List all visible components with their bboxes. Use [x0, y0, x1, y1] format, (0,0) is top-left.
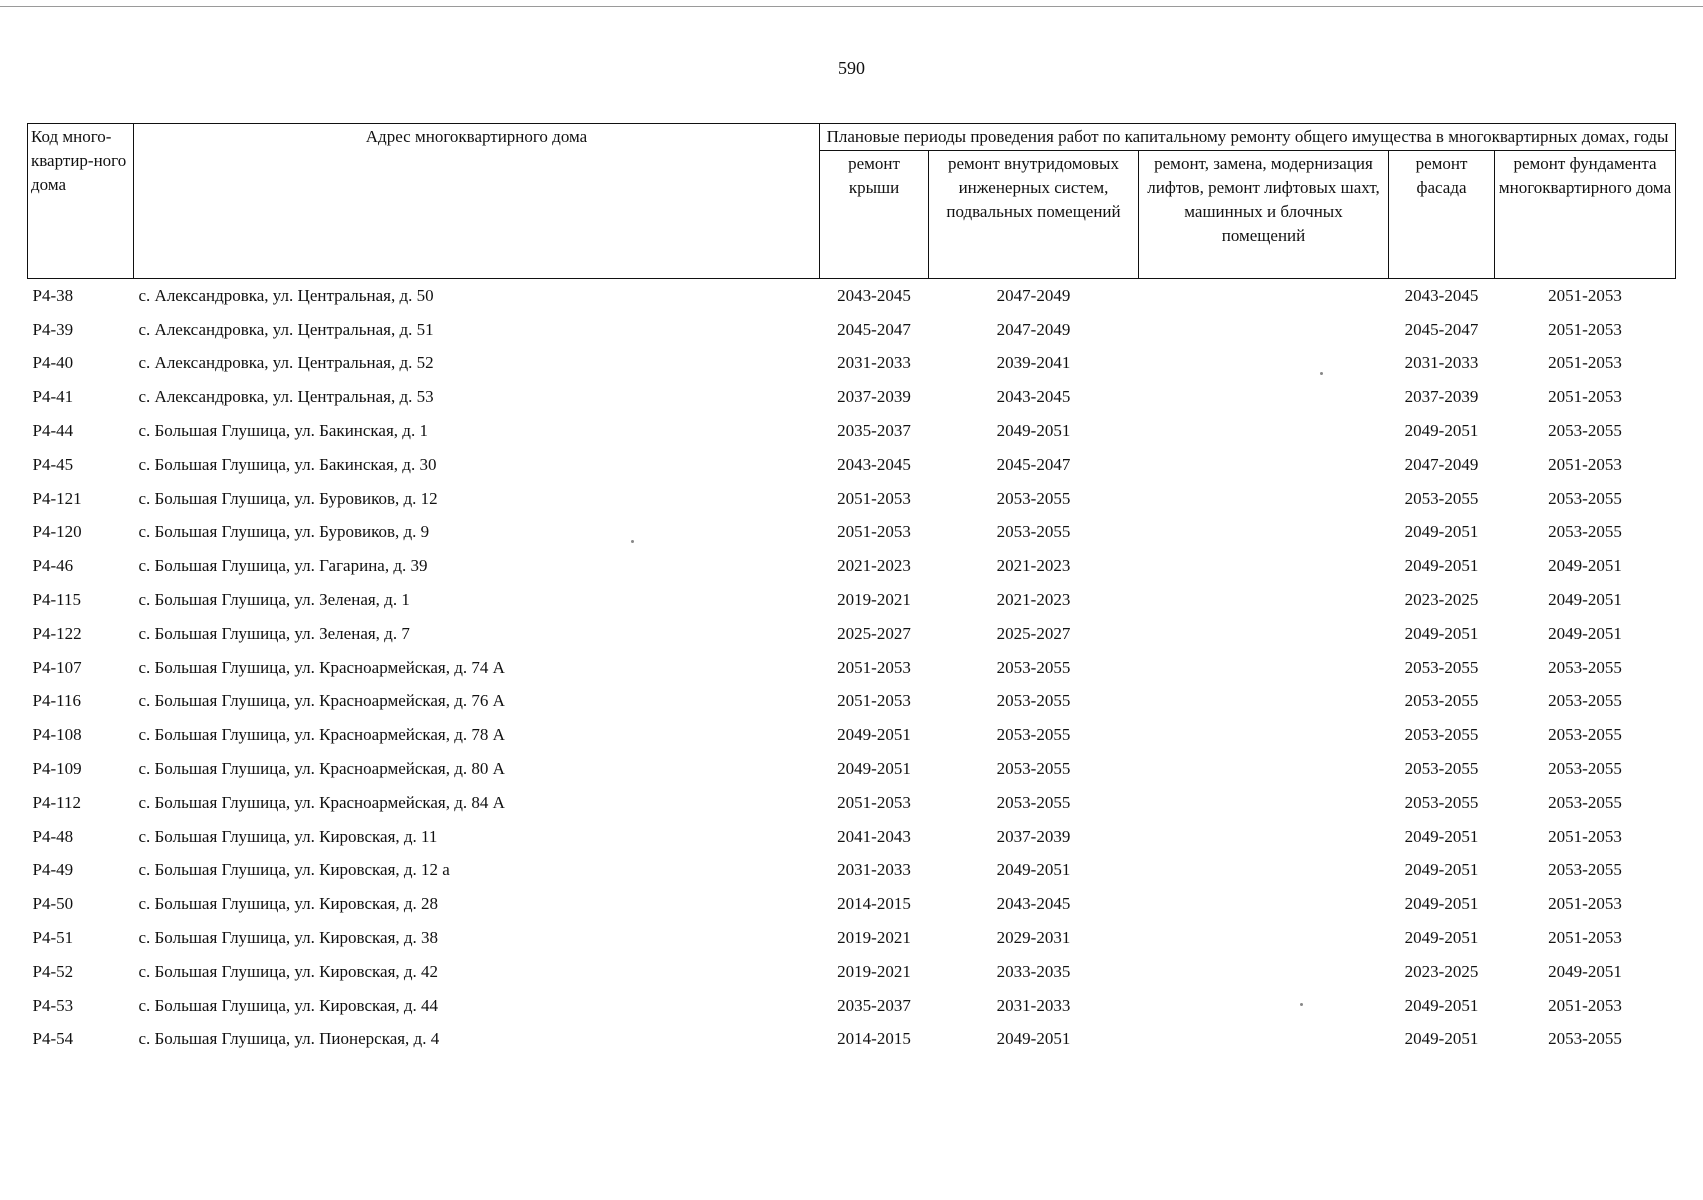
lift-period-cell: [1139, 347, 1389, 381]
address-cell: с. Большая Глушица, ул. Буровиков, д. 9: [138, 522, 430, 542]
address-cell: с. Большая Глушица, ул. Кировская, д. 28: [138, 894, 439, 914]
table-row: [28, 583, 1676, 617]
facade-period-cell: 2053-2055: [1404, 792, 1479, 812]
repair-schedule-table: [27, 123, 1676, 1056]
address-cell: с. Большая Глушица, ул. Красноармейская, д. 74 А: [138, 657, 505, 677]
address-cell: с. Большая Глушица, ул. Гагарина, д. 39: [138, 556, 428, 576]
facade-period-cell: 2049-2051: [1404, 522, 1479, 542]
house-code-cell: Р4-54: [32, 1029, 74, 1049]
foundation-period-cell: 2053-2055: [1548, 657, 1622, 677]
lift-period-cell: [1139, 887, 1389, 921]
facade-period-cell: 2049-2051: [1404, 623, 1479, 643]
roof-period-cell: 2037-2039: [837, 387, 911, 407]
house-code-cell: Р4-122: [32, 623, 82, 643]
lift-period-cell: [1139, 955, 1389, 989]
foundation-period-cell: 2051-2053: [1548, 894, 1622, 914]
engineering-period-cell: 2025-2027: [996, 623, 1071, 643]
header-roof-repair: ремонт крыши: [820, 151, 929, 279]
facade-period-cell: 2049-2051: [1404, 1029, 1479, 1049]
table-row: [28, 482, 1676, 516]
foundation-period-cell: 2053-2055: [1548, 691, 1622, 711]
engineering-period-cell: 2049-2051: [996, 860, 1071, 880]
foundation-period-cell: 2049-2051: [1548, 623, 1622, 643]
header-foundation-repair: ремонт фундамента многоквартирного дома: [1495, 151, 1676, 279]
engineering-period-cell: 2043-2045: [996, 387, 1071, 407]
house-code-cell: Р4-44: [32, 421, 74, 441]
foundation-period-cell: 2051-2053: [1548, 454, 1622, 474]
facade-period-cell: 2053-2055: [1404, 759, 1479, 779]
lift-period-cell: [1139, 516, 1389, 550]
address-cell: с. Александровка, ул. Центральная, д. 52: [138, 353, 434, 373]
scan-speck: [631, 540, 634, 543]
table-row: [28, 414, 1676, 448]
table-row: [28, 617, 1676, 651]
house-code-cell: Р4-112: [32, 792, 81, 812]
engineering-period-cell: 2049-2051: [996, 421, 1071, 441]
roof-period-cell: 2014-2015: [837, 1029, 911, 1049]
engineering-period-cell: 2053-2055: [996, 691, 1071, 711]
table-row: [28, 718, 1676, 752]
house-code-cell: Р4-46: [32, 556, 74, 576]
roof-period-cell: 2025-2027: [837, 623, 911, 643]
table-row: [28, 887, 1676, 921]
roof-period-cell: 2051-2053: [837, 488, 911, 508]
engineering-period-cell: 2047-2049: [996, 285, 1071, 305]
lift-period-cell: [1139, 989, 1389, 1023]
table-row: [28, 380, 1676, 414]
table-row: [28, 752, 1676, 786]
house-code-cell: Р4-52: [32, 961, 74, 981]
table-row: [28, 448, 1676, 482]
facade-period-cell: 2049-2051: [1404, 995, 1479, 1015]
foundation-period-cell: 2051-2053: [1548, 928, 1622, 948]
address-cell: с. Александровка, ул. Центральная, д. 53: [138, 387, 434, 407]
foundation-period-cell: 2049-2051: [1548, 590, 1622, 610]
facade-period-cell: 2045-2047: [1404, 319, 1479, 339]
lift-period-cell: [1139, 448, 1389, 482]
address-cell: с. Александровка, ул. Центральная, д. 51: [138, 319, 434, 339]
lift-period-cell: [1139, 1023, 1389, 1057]
lift-period-cell: [1139, 313, 1389, 347]
engineering-period-cell: 2053-2055: [996, 657, 1071, 677]
facade-period-cell: 2037-2039: [1404, 387, 1479, 407]
facade-period-cell: 2047-2049: [1404, 454, 1479, 474]
house-code-cell: Р4-38: [32, 285, 74, 305]
table-row: [28, 279, 1676, 313]
engineering-period-cell: 2043-2045: [996, 894, 1071, 914]
roof-period-cell: 2043-2045: [837, 454, 911, 474]
house-code-cell: Р4-53: [32, 995, 74, 1015]
house-code-cell: Р4-45: [32, 454, 74, 474]
page-number: 590: [838, 58, 865, 78]
roof-period-cell: 2049-2051: [837, 759, 911, 779]
table-row: [28, 313, 1676, 347]
scan-speck: [1320, 372, 1323, 375]
house-code-cell: Р4-41: [32, 387, 74, 407]
table-row: [28, 820, 1676, 854]
foundation-period-cell: 2049-2051: [1548, 961, 1622, 981]
lift-period-cell: [1139, 651, 1389, 685]
house-code-cell: Р4-115: [32, 590, 81, 610]
foundation-period-cell: 2051-2053: [1548, 826, 1622, 846]
address-cell: с. Большая Глушица, ул. Пионерская, д. 4: [138, 1029, 440, 1049]
engineering-period-cell: 2021-2023: [996, 590, 1071, 610]
lift-period-cell: [1139, 718, 1389, 752]
engineering-period-cell: 2033-2035: [996, 961, 1071, 981]
address-cell: с. Большая Глушица, ул. Кировская, д. 44: [138, 995, 439, 1015]
table-row: [28, 685, 1676, 719]
foundation-period-cell: 2051-2053: [1548, 353, 1622, 373]
header-engineering-repair: ремонт внутридомовых инженерных систем, подвальных помещений: [929, 151, 1139, 279]
lift-period-cell: [1139, 414, 1389, 448]
lift-period-cell: [1139, 820, 1389, 854]
house-code-cell: Р4-120: [32, 522, 82, 542]
foundation-period-cell: 2051-2053: [1548, 995, 1622, 1015]
roof-period-cell: 2031-2033: [837, 860, 911, 880]
address-cell: с. Большая Глушица, ул. Кировская, д. 11: [138, 826, 438, 846]
engineering-period-cell: 2021-2023: [996, 556, 1071, 576]
table-row: [28, 989, 1676, 1023]
table-row: [28, 786, 1676, 820]
lift-period-cell: [1139, 921, 1389, 955]
scan-speck: [1300, 1003, 1303, 1006]
table-header: [28, 124, 1676, 279]
engineering-period-cell: 2045-2047: [996, 454, 1071, 474]
house-code-cell: Р4-116: [32, 691, 81, 711]
facade-period-cell: 2049-2051: [1404, 860, 1479, 880]
facade-period-cell: 2053-2055: [1404, 657, 1479, 677]
foundation-period-cell: 2049-2051: [1548, 556, 1622, 576]
header-house-code: Код много-квартир-ного дома: [28, 124, 134, 279]
engineering-period-cell: 2029-2031: [996, 928, 1071, 948]
foundation-period-cell: 2053-2055: [1548, 488, 1622, 508]
address-cell: с. Большая Глушица, ул. Бакинская, д. 30: [138, 454, 437, 474]
address-cell: с. Большая Глушица, ул. Красноармейская, д. 76 А: [138, 691, 505, 711]
header-planned-periods: Плановые периоды проведения работ по капитальному ремонту общего имущества в многоквартирных домах, годы: [820, 124, 1676, 151]
house-code-cell: Р4-108: [32, 725, 82, 745]
house-code-cell: Р4-48: [32, 826, 74, 846]
roof-period-cell: 2019-2021: [837, 961, 911, 981]
engineering-period-cell: 2053-2055: [996, 488, 1071, 508]
engineering-period-cell: 2047-2049: [996, 319, 1071, 339]
house-code-cell: Р4-107: [32, 657, 82, 677]
roof-period-cell: 2031-2033: [837, 353, 911, 373]
facade-period-cell: 2049-2051: [1404, 928, 1479, 948]
address-cell: с. Большая Глушица, ул. Красноармейская, д. 80 А: [138, 759, 505, 779]
table-row: [28, 854, 1676, 888]
table-row: [28, 955, 1676, 989]
roof-period-cell: 2051-2053: [837, 657, 911, 677]
facade-period-cell: 2023-2025: [1404, 961, 1479, 981]
house-code-cell: Р4-40: [32, 353, 74, 373]
address-cell: с. Большая Глушица, ул. Буровиков, д. 12: [138, 488, 438, 508]
lift-period-cell: [1139, 786, 1389, 820]
facade-period-cell: 2053-2055: [1404, 691, 1479, 711]
roof-period-cell: 2051-2053: [837, 691, 911, 711]
foundation-period-cell: 2053-2055: [1548, 759, 1622, 779]
house-code-cell: Р4-49: [32, 860, 74, 880]
house-code-cell: Р4-39: [32, 319, 74, 339]
address-cell: с. Большая Глушица, ул. Красноармейская, д. 78 А: [138, 725, 505, 745]
foundation-period-cell: 2053-2055: [1548, 522, 1622, 542]
table-row: [28, 651, 1676, 685]
lift-period-cell: [1139, 279, 1389, 313]
lift-period-cell: [1139, 482, 1389, 516]
address-cell: с. Большая Глушица, ул. Кировская, д. 12 а: [138, 860, 450, 880]
header-address: Адрес многоквартирного дома: [134, 124, 820, 279]
house-code-cell: Р4-109: [32, 759, 82, 779]
foundation-period-cell: 2053-2055: [1548, 421, 1622, 441]
address-cell: с. Александровка, ул. Центральная, д. 50: [138, 285, 434, 305]
house-code-cell: Р4-121: [32, 488, 82, 508]
roof-period-cell: 2051-2053: [837, 792, 911, 812]
roof-period-cell: 2019-2021: [837, 928, 911, 948]
roof-period-cell: 2019-2021: [837, 590, 911, 610]
header-lift-repair: ремонт, замена, модернизация лифтов, ремонт лифтовых шахт, машинных и блочных помещений: [1139, 151, 1389, 279]
house-code-cell: Р4-50: [32, 894, 74, 914]
facade-period-cell: 2053-2055: [1404, 725, 1479, 745]
table-row: [28, 921, 1676, 955]
address-cell: с. Большая Глушица, ул. Зеленая, д. 1: [138, 590, 410, 610]
engineering-period-cell: 2037-2039: [996, 826, 1071, 846]
address-cell: с. Большая Глушица, ул. Бакинская, д. 1: [138, 421, 428, 441]
engineering-period-cell: 2053-2055: [996, 759, 1071, 779]
facade-period-cell: 2049-2051: [1404, 826, 1479, 846]
address-cell: с. Большая Глушица, ул. Кировская, д. 42: [138, 961, 439, 981]
engineering-period-cell: 2039-2041: [996, 353, 1071, 373]
lift-period-cell: [1139, 617, 1389, 651]
engineering-period-cell: 2049-2051: [996, 1029, 1071, 1049]
table-row: [28, 347, 1676, 381]
roof-period-cell: 2021-2023: [837, 556, 911, 576]
address-cell: с. Большая Глушица, ул. Красноармейская, д. 84 А: [138, 792, 505, 812]
facade-period-cell: 2049-2051: [1404, 421, 1479, 441]
roof-period-cell: 2041-2043: [837, 826, 911, 846]
facade-period-cell: 2053-2055: [1404, 488, 1479, 508]
facade-period-cell: 2043-2045: [1404, 285, 1479, 305]
table-body: [28, 279, 1676, 1057]
table-row: [28, 516, 1676, 550]
scan-top-rule: [0, 6, 1703, 7]
lift-period-cell: [1139, 752, 1389, 786]
header-facade-repair: ремонт фасада: [1389, 151, 1495, 279]
lift-period-cell: [1139, 380, 1389, 414]
facade-period-cell: 2023-2025: [1404, 590, 1479, 610]
lift-period-cell: [1139, 583, 1389, 617]
foundation-period-cell: 2053-2055: [1548, 860, 1622, 880]
engineering-period-cell: 2053-2055: [996, 522, 1071, 542]
facade-period-cell: 2031-2033: [1404, 353, 1479, 373]
house-code-cell: Р4-51: [32, 928, 74, 948]
roof-period-cell: 2051-2053: [837, 522, 911, 542]
facade-period-cell: 2049-2051: [1404, 894, 1479, 914]
engineering-period-cell: 2053-2055: [996, 792, 1071, 812]
engineering-period-cell: 2031-2033: [996, 995, 1071, 1015]
foundation-period-cell: 2053-2055: [1548, 725, 1622, 745]
foundation-period-cell: 2053-2055: [1548, 792, 1622, 812]
lift-period-cell: [1139, 685, 1389, 719]
lift-period-cell: [1139, 549, 1389, 583]
lift-period-cell: [1139, 854, 1389, 888]
foundation-period-cell: 2051-2053: [1548, 387, 1622, 407]
roof-period-cell: 2049-2051: [837, 725, 911, 745]
roof-period-cell: 2014-2015: [837, 894, 911, 914]
foundation-period-cell: 2051-2053: [1548, 285, 1622, 305]
foundation-period-cell: 2053-2055: [1548, 1029, 1622, 1049]
facade-period-cell: 2049-2051: [1404, 556, 1479, 576]
roof-period-cell: 2035-2037: [837, 421, 911, 441]
address-cell: с. Большая Глушица, ул. Зеленая, д. 7: [138, 623, 410, 643]
repair-schedule-sheet: [27, 123, 1675, 1056]
engineering-period-cell: 2053-2055: [996, 725, 1071, 745]
table-row: [28, 1023, 1676, 1057]
address-cell: с. Большая Глушица, ул. Кировская, д. 38: [138, 928, 439, 948]
foundation-period-cell: 2051-2053: [1548, 319, 1622, 339]
roof-period-cell: 2035-2037: [837, 995, 911, 1015]
roof-period-cell: 2043-2045: [837, 285, 911, 305]
roof-period-cell: 2045-2047: [837, 319, 911, 339]
table-row: [28, 549, 1676, 583]
